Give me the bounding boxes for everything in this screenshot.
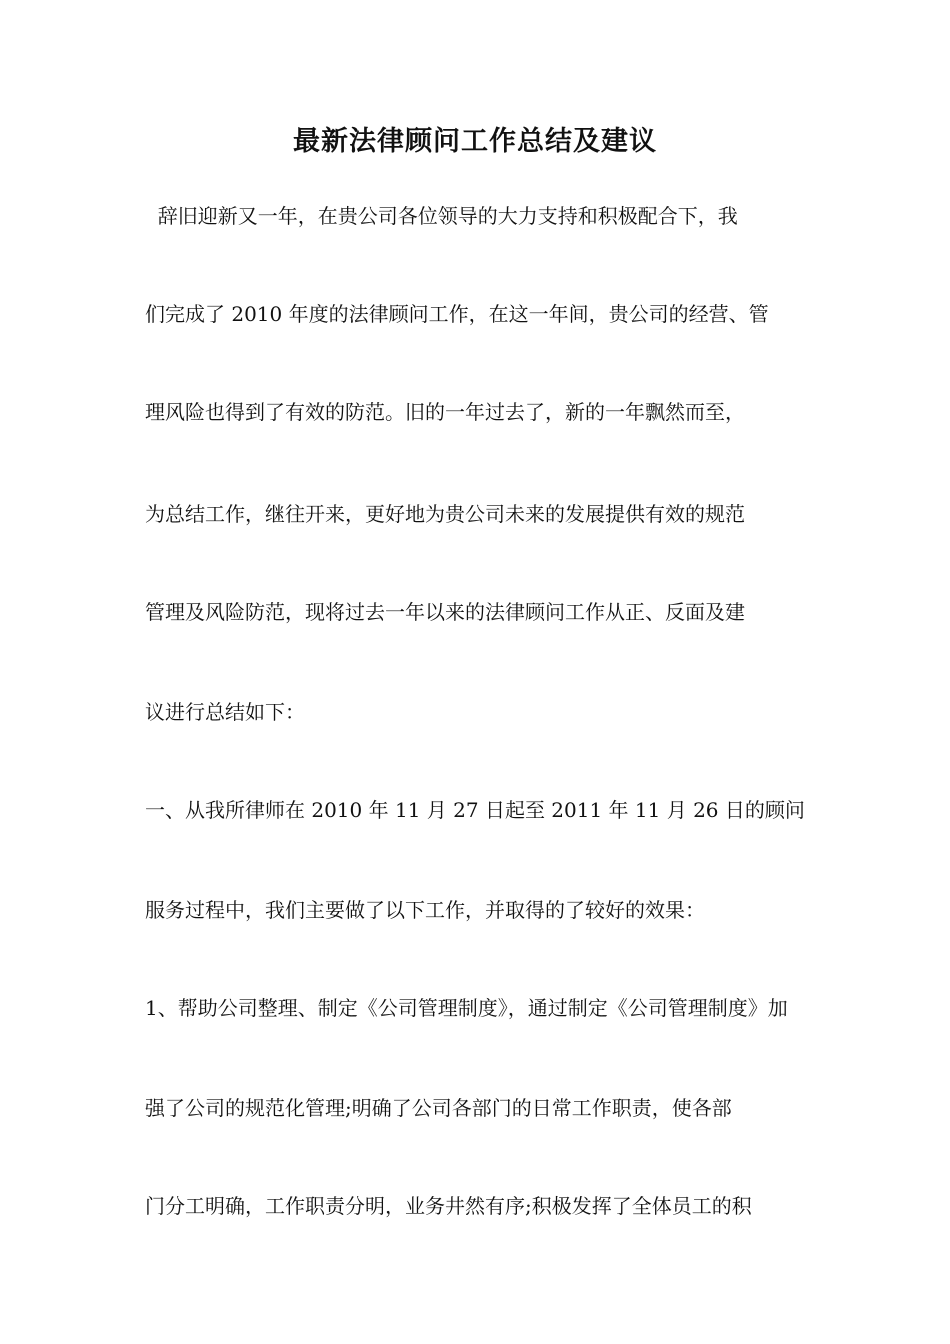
paragraph-line: 辞旧迎新又一年，在贵公司各位领导的大力支持和积极配合下，我 — [145, 204, 738, 228]
paragraph-line: 管理及风险防范，现将过去一年以来的法律顾问工作从正、反面及建 — [145, 600, 745, 624]
paragraph-line: 强了公司的规范化管理;明确了公司各部门的日常工作职责，使各部 — [145, 1096, 732, 1120]
section-heading-line: 一、从我所律师在 2010 年 11 月 27 日起至 2011 年 11 月 26 日的顾问 — [145, 798, 805, 822]
paragraph-line: 理风险也得到了有效的防范。旧的一年过去了，新的一年飘然而至， — [145, 400, 745, 424]
list-item-line: 1、帮助公司整理、制定《公司管理制度》，通过制定《公司管理制度》加 — [145, 996, 788, 1020]
paragraph-line: 为总结工作，继往开来，更好地为贵公司未来的发展提供有效的规范 — [145, 502, 745, 526]
paragraph-line: 议进行总结如下： — [145, 700, 305, 724]
document-title: 最新法律顾问工作总结及建议 — [293, 126, 657, 157]
paragraph-line: 们完成了 2010 年度的法律顾问工作，在这一年间，贵公司的经营、管 — [145, 302, 769, 326]
paragraph-line: 门分工明确，工作职责分明，业务井然有序;积极发挥了全体员工的积 — [145, 1194, 752, 1218]
paragraph-line: 服务过程中，我们主要做了以下工作，并取得的了较好的效果： — [145, 898, 705, 922]
